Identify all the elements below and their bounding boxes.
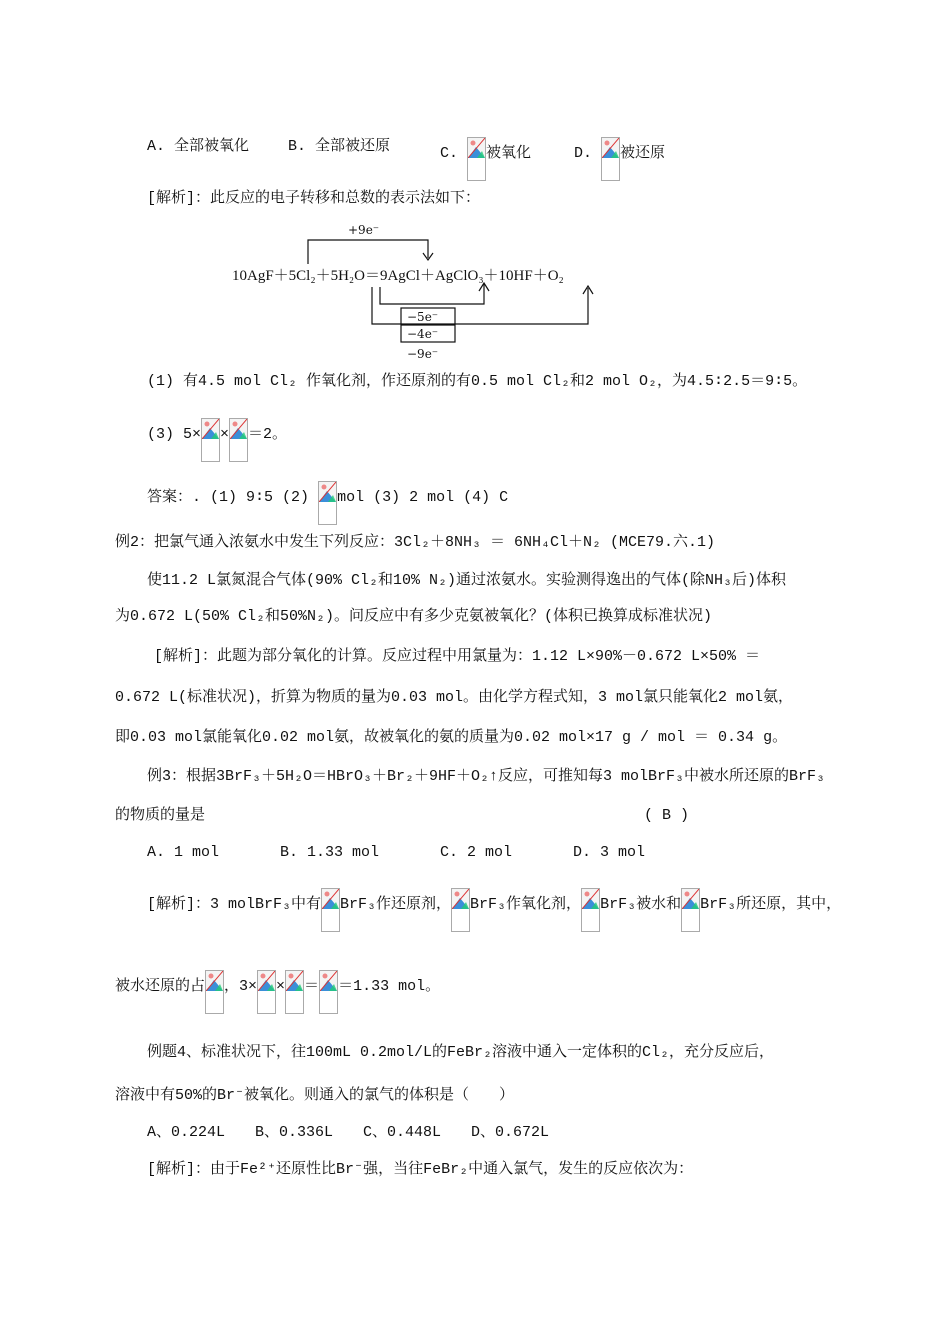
electron-transfer-diagram <box>230 222 610 362</box>
minus-9e-label: −9e⁻ <box>407 347 439 361</box>
example-2-analysis-1: [解析]：此题为部分氧化的计算。反应过程中用氯量为：1.12 L×90%－0.672 L×50% ＝ <box>154 648 761 665</box>
example-2-analysis-2: 0.672 L(标准状况)，折算为物质的量为0.03 mol。由化学方程式知，3 mol氯只能氧化2 mol氨， <box>115 689 794 706</box>
answer-line <box>147 481 508 525</box>
broken-image-icon <box>285 970 304 1014</box>
example-3-option-c: C. 2 mol <box>440 844 513 861</box>
example-2-line-1: 使11.2 L氯氮混合气体(90% Cl₂和10% N₂)通过浓氨水。实验测得逸出的气体(除NH₃后)体积 <box>147 572 787 589</box>
example-4-line-2: 溶液中有50%的Br⁻被氧化。则通入的氯气的体积是（ ） <box>115 1087 515 1104</box>
example-4-line-1: 例题4、标准状况下，往100mL 0.2mol/L的FeBr₂溶液中通入一定体积的Cl₂，充分反应后， <box>147 1044 775 1061</box>
analysis-text: BrF₃作还原剂， <box>340 896 452 913</box>
analysis-text: BrF₃所还原，其中， <box>700 896 842 913</box>
example-3-option-a: A. 1 mol <box>147 844 220 861</box>
option-c <box>440 137 531 181</box>
part-3-line <box>147 418 287 462</box>
example-3-option-b: B. 1.33 mol <box>280 844 380 861</box>
example-2-line-2: 为0.672 L(50% Cl₂和50%N₂)。问反应中有多少克氨被氧化？(体积已换算成标准状况) <box>115 608 713 625</box>
analysis-text: BrF₃被水和 <box>600 896 682 913</box>
analysis-text: ＝ <box>304 978 320 995</box>
broken-image-icon <box>681 888 700 932</box>
example-3-option-d: D. 3 mol <box>573 844 646 861</box>
part-3-prefix: (3) 5× <box>147 426 202 443</box>
example-3-analysis-2 <box>115 970 440 1014</box>
broken-image-icon <box>581 888 600 932</box>
option-c-label: C. <box>440 145 459 162</box>
option-d <box>574 137 665 181</box>
broken-image-icon <box>229 418 248 462</box>
analysis-heading: [解析]：此反应的电子转移和总数的表示法如下： <box>147 190 481 207</box>
broken-image-icon <box>201 418 220 462</box>
broken-image-icon <box>257 970 276 1014</box>
example-4-analysis: [解析]：由于Fe²⁺还原性比Br⁻强，当往FeBr₂中通入氯气，发生的反应依次为： <box>147 1161 694 1178</box>
part-3-times: × <box>220 426 230 443</box>
broken-image-icon <box>205 970 224 1014</box>
option-b: B. 全部被还原 <box>288 138 391 155</box>
example-3-line-1: 例3：根据3BrF₃＋5H₂O＝HBrO₃＋Br₂＋9HF＋O₂↑反应，可推知每3 molBrF₃中被水所还原的BrF₃ <box>147 768 826 785</box>
broken-image-icon <box>451 888 470 932</box>
broken-image-icon <box>601 137 620 181</box>
example-3-analysis-1 <box>147 888 841 932</box>
broken-image-icon <box>467 137 486 181</box>
option-d-label: D. <box>574 145 593 162</box>
reaction-formula: 10AgF＋5Cl₂＋5H₂O＝9AgCl＋AgClO₃＋10HF＋O₂ <box>232 268 564 284</box>
broken-image-icon <box>318 481 337 525</box>
example-2-analysis-3: 即0.03 mol氯能氧化0.02 mol氨，故被氧化的氨的质量为0.02 mol×17 g / mol ＝ 0.34 g。 <box>115 729 788 746</box>
minus-4e-label: −4e⁻ <box>407 327 439 341</box>
part-3-suffix: ＝2。 <box>248 426 288 443</box>
broken-image-icon <box>321 888 340 932</box>
answer-suffix: mol (3) 2 mol (4) C <box>337 489 509 506</box>
analysis-text: 被水还原的占 <box>115 978 206 995</box>
option-a: A. 全部被氧化 <box>147 138 250 155</box>
analysis-text: × <box>276 978 286 995</box>
part-1-text: (1) 有4.5 mol Cl₂ 作氧化剂，作还原剂的有0.5 mol Cl₂和2 mol O₂，为4.5∶2.5＝9∶5。 <box>147 373 808 390</box>
answer-prefix: 答案：. (1) 9∶5 (2) <box>147 489 319 506</box>
option-d-text: 被还原 <box>620 145 666 162</box>
analysis-text: ，3× <box>224 978 258 995</box>
plus-9e-label: +9e⁻ <box>348 223 380 237</box>
example-3-answer: ( B ) <box>644 807 690 824</box>
analysis-text: [解析]：3 molBrF₃中有 <box>147 896 322 913</box>
broken-image-icon <box>319 970 338 1014</box>
example-3-line-2: 的物质的量是 <box>115 807 206 824</box>
analysis-text: BrF₃作氧化剂， <box>470 896 582 913</box>
minus-5e-label: −5e⁻ <box>407 310 439 324</box>
example-2-title: 例2：把氯气通入浓氨水中发生下列反应：3Cl₂＋8NH₃ ＝ 6NH₄Cl＋N₂ (MCE79.六.1) <box>115 534 716 551</box>
example-4-options: A、0.224L B、0.336L C、0.448L D、0.672L <box>147 1124 550 1141</box>
analysis-text: ＝1.33 mol。 <box>338 978 441 995</box>
option-c-text: 被氧化 <box>486 145 532 162</box>
